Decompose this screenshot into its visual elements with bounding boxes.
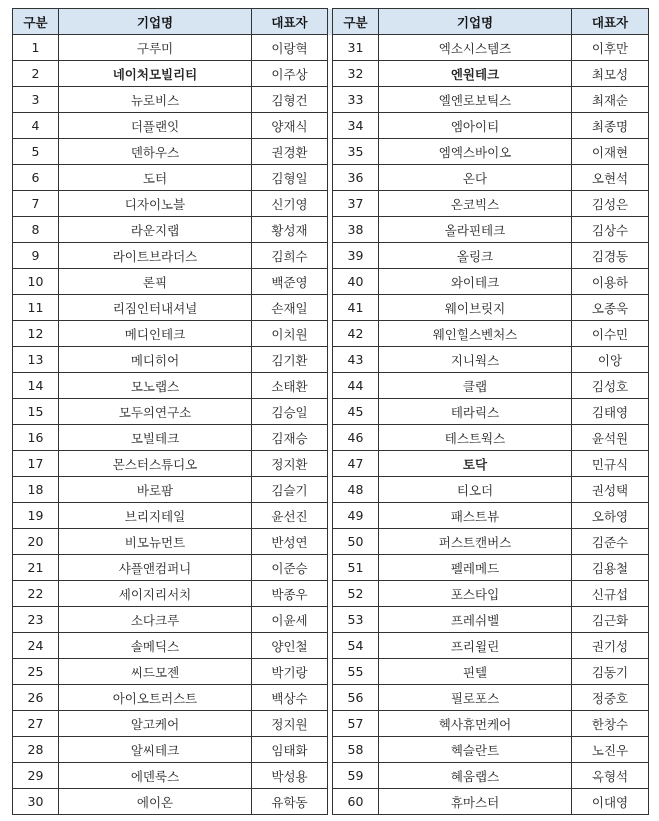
ceo-name-cell: 이랑혁 (252, 35, 328, 61)
company-name-cell: 웨인힐스벤처스 (379, 321, 572, 347)
company-name-cell: 핀텔 (379, 659, 572, 685)
table-row (13, 607, 649, 633)
row-number-cell: 18 (13, 477, 59, 503)
ceo-name-cell: 이앙 (572, 347, 649, 373)
header-ceo-left: 대표자 (252, 9, 328, 35)
ceo-name-cell: 권기성 (572, 633, 649, 659)
ceo-name-cell: 김승일 (252, 399, 328, 425)
table-row (13, 269, 649, 295)
ceo-name-cell: 오하영 (572, 503, 649, 529)
ceo-name-cell: 반성연 (252, 529, 328, 555)
ceo-name-cell: 이준승 (252, 555, 328, 581)
row-number-cell: 4 (13, 113, 59, 139)
ceo-name-cell: 김용철 (572, 555, 649, 581)
row-number-cell: 45 (333, 399, 379, 425)
company-name-cell: 아이오트러스트 (59, 685, 252, 711)
company-name-cell: 메디히어 (59, 347, 252, 373)
company-name-cell: 비모뉴먼트 (59, 529, 252, 555)
row-number-cell: 38 (333, 217, 379, 243)
company-name-cell: 와이테크 (379, 269, 572, 295)
company-name-cell: 알씨테크 (59, 737, 252, 763)
ceo-name-cell: 김성호 (572, 373, 649, 399)
table-row (13, 425, 649, 451)
company-name-cell: 프레쉬벨 (379, 607, 572, 633)
table-row (13, 633, 649, 659)
row-number-cell: 51 (333, 555, 379, 581)
company-table (12, 8, 649, 815)
company-name-cell: 모두의연구소 (59, 399, 252, 425)
table-row (13, 165, 649, 191)
table-row (13, 763, 649, 789)
table-row (13, 685, 649, 711)
row-number-cell: 44 (333, 373, 379, 399)
company-name-cell: 소다크루 (59, 607, 252, 633)
company-name-cell: 패스트뷰 (379, 503, 572, 529)
ceo-name-cell: 윤석원 (572, 425, 649, 451)
table-row (13, 243, 649, 269)
table-row (13, 503, 649, 529)
table-row (13, 581, 649, 607)
ceo-name-cell: 오종욱 (572, 295, 649, 321)
row-number-cell: 24 (13, 633, 59, 659)
ceo-name-cell: 권경환 (252, 139, 328, 165)
ceo-name-cell: 김성은 (572, 191, 649, 217)
company-name-cell: 구루미 (59, 35, 252, 61)
company-table-container (12, 8, 649, 815)
company-name-cell: 세이지리서치 (59, 581, 252, 607)
row-number-cell: 2 (13, 61, 59, 87)
company-name-cell: 웨이브릿지 (379, 295, 572, 321)
row-number-cell: 29 (13, 763, 59, 789)
company-name-cell: 클랩 (379, 373, 572, 399)
ceo-name-cell: 이수민 (572, 321, 649, 347)
row-number-cell: 47 (333, 451, 379, 477)
row-number-cell: 9 (13, 243, 59, 269)
company-name-cell: 씨드모젠 (59, 659, 252, 685)
ceo-name-cell: 정중호 (572, 685, 649, 711)
company-name-cell: 엔원테크 (379, 61, 572, 87)
table-row (13, 347, 649, 373)
row-number-cell: 42 (333, 321, 379, 347)
ceo-name-cell: 최종명 (572, 113, 649, 139)
company-name-cell: 브리지테일 (59, 503, 252, 529)
row-number-cell: 37 (333, 191, 379, 217)
row-number-cell: 14 (13, 373, 59, 399)
table-row (13, 35, 649, 61)
row-number-cell: 15 (13, 399, 59, 425)
company-name-cell: 엠아이티 (379, 113, 572, 139)
header-no-left: 구분 (13, 9, 59, 35)
ceo-name-cell: 김기환 (252, 347, 328, 373)
ceo-name-cell: 김경동 (572, 243, 649, 269)
row-number-cell: 17 (13, 451, 59, 477)
company-name-cell: 엘엔로보틱스 (379, 87, 572, 113)
table-row (13, 659, 649, 685)
table-row (13, 139, 649, 165)
table-row (13, 477, 649, 503)
company-name-cell: 혜움랩스 (379, 763, 572, 789)
ceo-name-cell: 김준수 (572, 529, 649, 555)
company-name-cell: 네이처모빌리티 (59, 61, 252, 87)
ceo-name-cell: 민규식 (572, 451, 649, 477)
ceo-name-cell: 오현석 (572, 165, 649, 191)
ceo-name-cell: 이주상 (252, 61, 328, 87)
ceo-name-cell: 노진우 (572, 737, 649, 763)
table-row (13, 321, 649, 347)
ceo-name-cell: 윤선진 (252, 503, 328, 529)
table-row (13, 789, 649, 815)
ceo-name-cell: 김근화 (572, 607, 649, 633)
company-name-cell: 올링크 (379, 243, 572, 269)
ceo-name-cell: 김형건 (252, 87, 328, 113)
ceo-name-cell: 백상수 (252, 685, 328, 711)
company-name-cell: 도터 (59, 165, 252, 191)
row-number-cell: 36 (333, 165, 379, 191)
company-name-cell: 바로팜 (59, 477, 252, 503)
row-number-cell: 43 (333, 347, 379, 373)
table-row (13, 191, 649, 217)
company-name-cell: 모노랩스 (59, 373, 252, 399)
company-name-cell: 샤플앤컴퍼니 (59, 555, 252, 581)
row-number-cell: 52 (333, 581, 379, 607)
ceo-name-cell: 옥형석 (572, 763, 649, 789)
row-number-cell: 57 (333, 711, 379, 737)
ceo-name-cell: 한창수 (572, 711, 649, 737)
company-name-cell: 모빌테크 (59, 425, 252, 451)
ceo-name-cell: 김상수 (572, 217, 649, 243)
ceo-name-cell: 최재순 (572, 87, 649, 113)
row-number-cell: 7 (13, 191, 59, 217)
row-number-cell: 40 (333, 269, 379, 295)
table-row (13, 737, 649, 763)
row-number-cell: 35 (333, 139, 379, 165)
row-number-cell: 26 (13, 685, 59, 711)
ceo-name-cell: 박성용 (252, 763, 328, 789)
row-number-cell: 58 (333, 737, 379, 763)
company-name-cell: 솔메딕스 (59, 633, 252, 659)
company-name-cell: 엠엑스바이오 (379, 139, 572, 165)
company-name-cell: 토닥 (379, 451, 572, 477)
header-ceo-right: 대표자 (572, 9, 649, 35)
row-number-cell: 60 (333, 789, 379, 815)
row-number-cell: 1 (13, 35, 59, 61)
company-name-cell: 온다 (379, 165, 572, 191)
row-number-cell: 19 (13, 503, 59, 529)
row-number-cell: 13 (13, 347, 59, 373)
row-number-cell: 54 (333, 633, 379, 659)
company-name-cell: 티오더 (379, 477, 572, 503)
row-number-cell: 28 (13, 737, 59, 763)
company-name-cell: 라이트브라더스 (59, 243, 252, 269)
ceo-name-cell: 권성택 (572, 477, 649, 503)
ceo-name-cell: 정지환 (252, 451, 328, 477)
company-name-cell: 에이온 (59, 789, 252, 815)
row-number-cell: 20 (13, 529, 59, 555)
ceo-name-cell: 박기랑 (252, 659, 328, 685)
row-number-cell: 53 (333, 607, 379, 633)
table-row (13, 711, 649, 737)
table-row (13, 529, 649, 555)
ceo-name-cell: 황성재 (252, 217, 328, 243)
row-number-cell: 33 (333, 87, 379, 113)
row-number-cell: 34 (333, 113, 379, 139)
company-name-cell: 지니웍스 (379, 347, 572, 373)
row-number-cell: 5 (13, 139, 59, 165)
table-row (13, 373, 649, 399)
row-number-cell: 11 (13, 295, 59, 321)
company-name-cell: 알고케어 (59, 711, 252, 737)
ceo-name-cell: 이치원 (252, 321, 328, 347)
table-row (13, 555, 649, 581)
company-name-cell: 메디인테크 (59, 321, 252, 347)
table-row (13, 87, 649, 113)
table-row (13, 113, 649, 139)
row-number-cell: 21 (13, 555, 59, 581)
company-name-cell: 몬스터스튜디오 (59, 451, 252, 477)
ceo-name-cell: 신기영 (252, 191, 328, 217)
row-number-cell: 25 (13, 659, 59, 685)
ceo-name-cell: 소태환 (252, 373, 328, 399)
company-name-cell: 올라핀테크 (379, 217, 572, 243)
row-number-cell: 22 (13, 581, 59, 607)
row-number-cell: 6 (13, 165, 59, 191)
ceo-name-cell: 이윤세 (252, 607, 328, 633)
ceo-name-cell: 이대영 (572, 789, 649, 815)
ceo-name-cell: 김태영 (572, 399, 649, 425)
company-name-cell: 온코빅스 (379, 191, 572, 217)
company-name-cell: 펠레메드 (379, 555, 572, 581)
row-number-cell: 48 (333, 477, 379, 503)
row-number-cell: 16 (13, 425, 59, 451)
ceo-name-cell: 손재일 (252, 295, 328, 321)
company-name-cell: 라운지랩 (59, 217, 252, 243)
table-header-row (13, 9, 649, 35)
company-name-cell: 프리윌린 (379, 633, 572, 659)
company-name-cell: 헥슬란트 (379, 737, 572, 763)
company-name-cell: 포스타입 (379, 581, 572, 607)
header-company-right: 기업명 (379, 9, 572, 35)
company-name-cell: 덴하우스 (59, 139, 252, 165)
ceo-name-cell: 정지원 (252, 711, 328, 737)
row-number-cell: 49 (333, 503, 379, 529)
company-name-cell: 뉴로비스 (59, 87, 252, 113)
ceo-name-cell: 백준영 (252, 269, 328, 295)
ceo-name-cell: 최모성 (572, 61, 649, 87)
ceo-name-cell: 이용하 (572, 269, 649, 295)
row-number-cell: 8 (13, 217, 59, 243)
row-number-cell: 32 (333, 61, 379, 87)
table-row (13, 399, 649, 425)
ceo-name-cell: 이재현 (572, 139, 649, 165)
header-company-left: 기업명 (59, 9, 252, 35)
row-number-cell: 39 (333, 243, 379, 269)
ceo-name-cell: 임태화 (252, 737, 328, 763)
company-name-cell: 테라릭스 (379, 399, 572, 425)
ceo-name-cell: 이후만 (572, 35, 649, 61)
row-number-cell: 50 (333, 529, 379, 555)
table-row (13, 295, 649, 321)
row-number-cell: 27 (13, 711, 59, 737)
company-name-cell: 휴마스터 (379, 789, 572, 815)
row-number-cell: 12 (13, 321, 59, 347)
row-number-cell: 59 (333, 763, 379, 789)
company-name-cell: 에덴룩스 (59, 763, 252, 789)
company-name-cell: 테스트웍스 (379, 425, 572, 451)
ceo-name-cell: 유학동 (252, 789, 328, 815)
ceo-name-cell: 김재승 (252, 425, 328, 451)
header-no-right: 구분 (333, 9, 379, 35)
row-number-cell: 56 (333, 685, 379, 711)
row-number-cell: 46 (333, 425, 379, 451)
company-name-cell: 론픽 (59, 269, 252, 295)
company-name-cell: 디자이노블 (59, 191, 252, 217)
ceo-name-cell: 김희수 (252, 243, 328, 269)
table-row (13, 451, 649, 477)
company-name-cell: 더플랜잇 (59, 113, 252, 139)
ceo-name-cell: 양재식 (252, 113, 328, 139)
company-name-cell: 헥사휴먼케어 (379, 711, 572, 737)
ceo-name-cell: 신규섭 (572, 581, 649, 607)
company-name-cell: 리짐인터내셔널 (59, 295, 252, 321)
ceo-name-cell: 박종우 (252, 581, 328, 607)
company-name-cell: 필로포스 (379, 685, 572, 711)
table-row (13, 61, 649, 87)
row-number-cell: 10 (13, 269, 59, 295)
row-number-cell: 3 (13, 87, 59, 113)
row-number-cell: 23 (13, 607, 59, 633)
company-name-cell: 퍼스트캔버스 (379, 529, 572, 555)
company-name-cell: 엑소시스템즈 (379, 35, 572, 61)
row-number-cell: 30 (13, 789, 59, 815)
ceo-name-cell: 김슬기 (252, 477, 328, 503)
ceo-name-cell: 김동기 (572, 659, 649, 685)
ceo-name-cell: 양인철 (252, 633, 328, 659)
row-number-cell: 41 (333, 295, 379, 321)
row-number-cell: 55 (333, 659, 379, 685)
row-number-cell: 31 (333, 35, 379, 61)
table-row (13, 217, 649, 243)
ceo-name-cell: 김형일 (252, 165, 328, 191)
